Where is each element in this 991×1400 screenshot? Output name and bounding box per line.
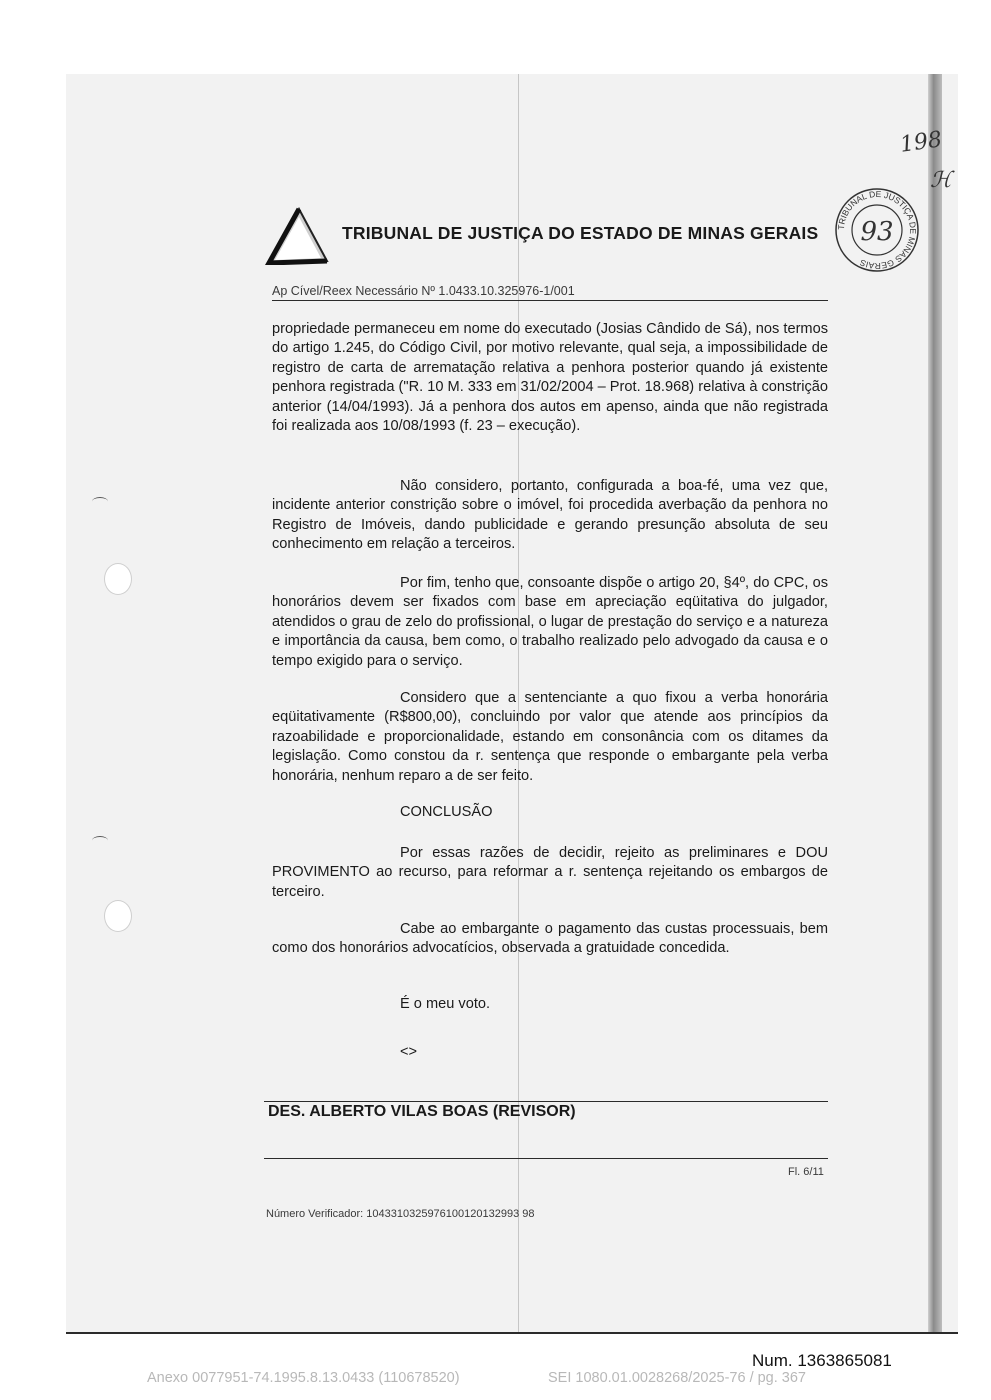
- conclusion-heading: CONCLUSÃO: [400, 804, 493, 820]
- court-name: TRIBUNAL DE JUSTIÇA DO ESTADO DE MINAS GERAIS: [342, 223, 819, 243]
- stamp-text: TRIBUNAL DE JUSTIÇA DE MINAS GERAIS: [835, 188, 919, 272]
- signature-rule-top: [264, 1101, 828, 1102]
- vote-statement: É o meu voto.: [400, 996, 491, 1012]
- paragraph-4: Considero que a sentenciante a quo fixou a verba honorária eqüitativamente (R$800,00), concluindo por valor que atende aos princípios da razoabilidade e proporcionalidade, estando em consonância com os ditames da legislação. Como constou da r. sentença que responde o embargante pela verba honorária, nenhum reparo a de ser feito.: [272, 690, 828, 784]
- paragraph-6: Cabe ao embargante o pagamento das custas processuais, bem como dos honorários advocatícios, observada a gratuidade concedida.: [272, 921, 828, 957]
- page-edge-shadow: [928, 74, 942, 1332]
- hole-mark: [92, 836, 108, 845]
- hole-mark: [92, 497, 108, 506]
- punch-hole: [104, 900, 132, 932]
- handwritten-page-number: 198: [898, 127, 944, 158]
- case-reference: Ap Cível/Reex Necessário Nº 1.0433.10.325976-1/001: [272, 284, 828, 301]
- folio-number: Fl. 6/11: [788, 1166, 824, 1178]
- annex-reference: Anexo 0077951-74.1995.8.13.0433 (110678520): [147, 1370, 460, 1386]
- sei-reference: SEI 1080.01.0028268/2025-76 / pg. 367: [548, 1370, 806, 1386]
- end-marker: <>: [400, 1044, 418, 1060]
- paragraph-1: propriedade permaneceu em nome do executado (Josias Cândido de Sá), nos termos do artigo 1.245, do Código Civil, por motivo relevante, qual seja, a impossibilidade de registro de carta de arrematação relativa a penhora posterior quando já existente penhora registrada ("R. 10 M. 333 em 31/02/2004 – Prot. 18.968) relativa à constrição anterior (14/04/1993). Já a penhora dos autos em apenso, ainda que não registrada foi realizada aos 10/08/1993 (f. 23 – execução).: [272, 321, 829, 435]
- judge-name: DES. ALBERTO VILAS BOAS (REVISOR): [268, 1103, 576, 1120]
- court-seal-stamp: [832, 185, 922, 275]
- document-number: Num. 1363865081: [752, 1351, 892, 1370]
- paragraph-3: Por fim, tenho que, consoante dispõe o artigo 20, §4º, do CPC, os honorários devem ser fixados com base em apreciação eqüitativa do julgador, atendidos o grau de zelo do profissional, o lugar de prestação do serviço e a natureza e importância da causa, bem como, o trabalho realizado pelo advogado da causa e o tempo exigido para o serviço.: [272, 575, 828, 669]
- court-logo-icon: [265, 207, 329, 265]
- verifier-number: Número Verificador: 1043310325976100120132993 98: [266, 1208, 535, 1220]
- handwritten-initial: ℋ: [930, 168, 952, 193]
- punch-hole: [104, 563, 132, 595]
- paragraph-2: Não considero, portanto, configurada a boa-fé, uma vez que, incidente anterior constrição sobre o imóvel, foi procedida averbação da penhora no Registro de Imóveis, dando publicidade e gerando presunção absoluta de seu conhecimento em relação a terceiros.: [272, 478, 828, 553]
- paragraph-5: Por essas razões de decidir, rejeito as preliminares e DOU PROVIMENTO ao recurso, para reformar a r. sentença rejeitando os embargos de terceiro.: [272, 845, 828, 900]
- signature-rule-bottom: [264, 1158, 828, 1159]
- stamp-number: 93: [860, 217, 894, 247]
